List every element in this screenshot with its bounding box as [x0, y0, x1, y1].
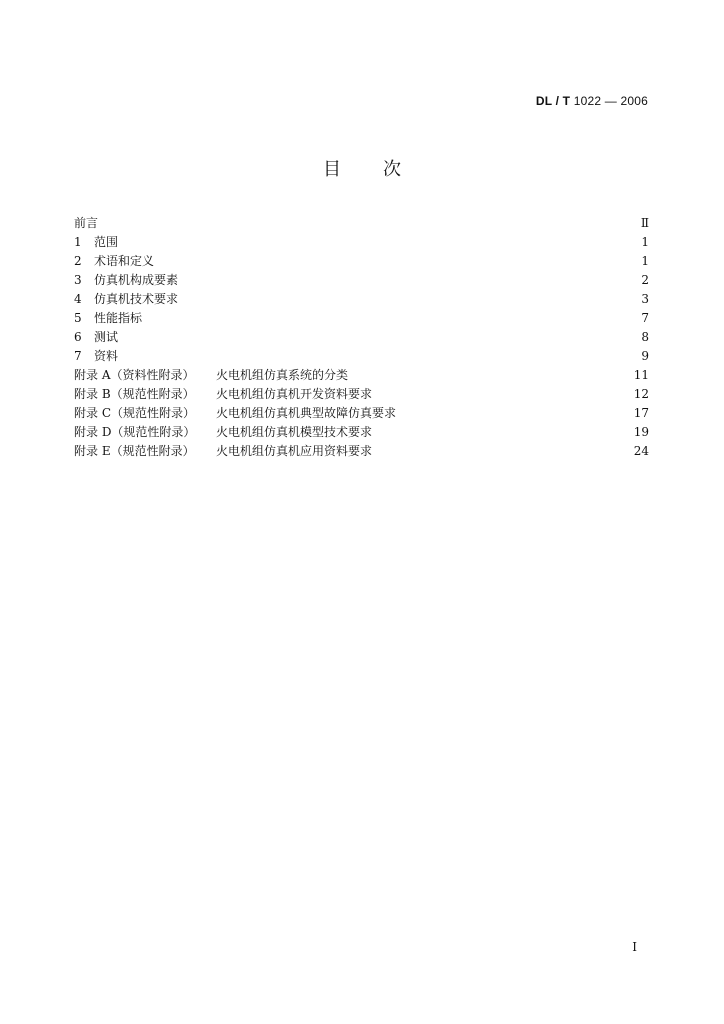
page-title: 目次	[323, 159, 443, 180]
toc-entry-page: 1	[641, 254, 649, 268]
toc-entry-page: 24	[633, 444, 649, 458]
toc-entry-number: 4	[74, 292, 82, 306]
toc-annex-label: 附录 A（资料性附录）	[74, 368, 195, 382]
toc-entry-label: 仿真机构成要素	[94, 273, 179, 287]
toc-annex-c[interactable]	[74, 404, 649, 423]
toc-entry-label: 性能指标	[94, 311, 143, 325]
toc-entry-number: 7	[74, 349, 82, 363]
toc-entry-page: 3	[641, 292, 649, 306]
toc-entry-label: 资料	[94, 349, 119, 363]
toc-entry-6[interactable]	[74, 328, 649, 347]
toc-annex-a[interactable]	[74, 366, 649, 385]
toc-entry-page: 1	[641, 235, 649, 249]
toc-entry-number: 6	[74, 330, 82, 344]
toc-entry-label: 火电机组仿真机典型故障仿真要求	[216, 406, 397, 420]
toc-entry-label: 仿真机技术要求	[94, 292, 179, 306]
toc-entry-7[interactable]	[74, 347, 649, 366]
toc-annex-b[interactable]	[74, 385, 649, 404]
document-code-number: 1022 — 2006	[570, 94, 648, 108]
toc-annex-label: 附录 B（规范性附录）	[74, 387, 195, 401]
toc-entry-number: 1	[74, 235, 82, 249]
document-code-prefix: DL / T	[535, 94, 571, 108]
toc-entry-number: 5	[74, 311, 82, 325]
toc-entry-4[interactable]	[74, 290, 649, 309]
toc-annex-label: 附录 C（规范性附录）	[74, 406, 195, 420]
page-number: I	[632, 940, 637, 954]
toc-entry-label: 火电机组仿真机应用资料要求	[216, 444, 373, 458]
toc-entry-foreword[interactable]	[74, 214, 649, 233]
toc-entry-label: 火电机组仿真机开发资料要求	[216, 387, 373, 401]
toc-entry-label: 测试	[94, 330, 119, 344]
toc-entry-label: 火电机组仿真机模型技术要求	[216, 425, 373, 439]
toc-entry-page: 19	[633, 425, 649, 439]
toc-annex-label: 附录 D（规范性附录）	[74, 425, 196, 439]
toc-entry-3[interactable]	[74, 271, 649, 290]
toc-entry-page: 9	[641, 349, 649, 363]
toc-entry-page: 7	[641, 311, 649, 325]
toc-entry-page: Ⅱ	[640, 216, 649, 230]
toc-annex-e[interactable]	[74, 442, 649, 461]
toc-entry-5[interactable]	[74, 309, 649, 328]
toc-entry-page: 11	[633, 368, 649, 382]
toc-entry-label: 火电机组仿真系统的分类	[216, 368, 349, 382]
toc-entry-label: 术语和定义	[94, 254, 155, 268]
toc-entry-page: 8	[641, 330, 649, 344]
toc-entry-label: 范围	[94, 235, 119, 249]
document-code	[536, 94, 648, 108]
toc-annex-label: 附录 E（规范性附录）	[74, 444, 195, 458]
toc-entry-page: 17	[633, 406, 649, 420]
table-of-contents	[74, 214, 649, 461]
toc-entry-2[interactable]	[74, 252, 649, 271]
toc-entry-label: 前言	[74, 216, 99, 230]
toc-entry-number: 3	[74, 273, 82, 287]
toc-entry-1[interactable]	[74, 233, 649, 252]
toc-entry-number: 2	[74, 254, 82, 268]
toc-annex-d[interactable]	[74, 423, 649, 442]
toc-entry-page: 2	[641, 273, 649, 287]
toc-entry-page: 12	[633, 387, 649, 401]
